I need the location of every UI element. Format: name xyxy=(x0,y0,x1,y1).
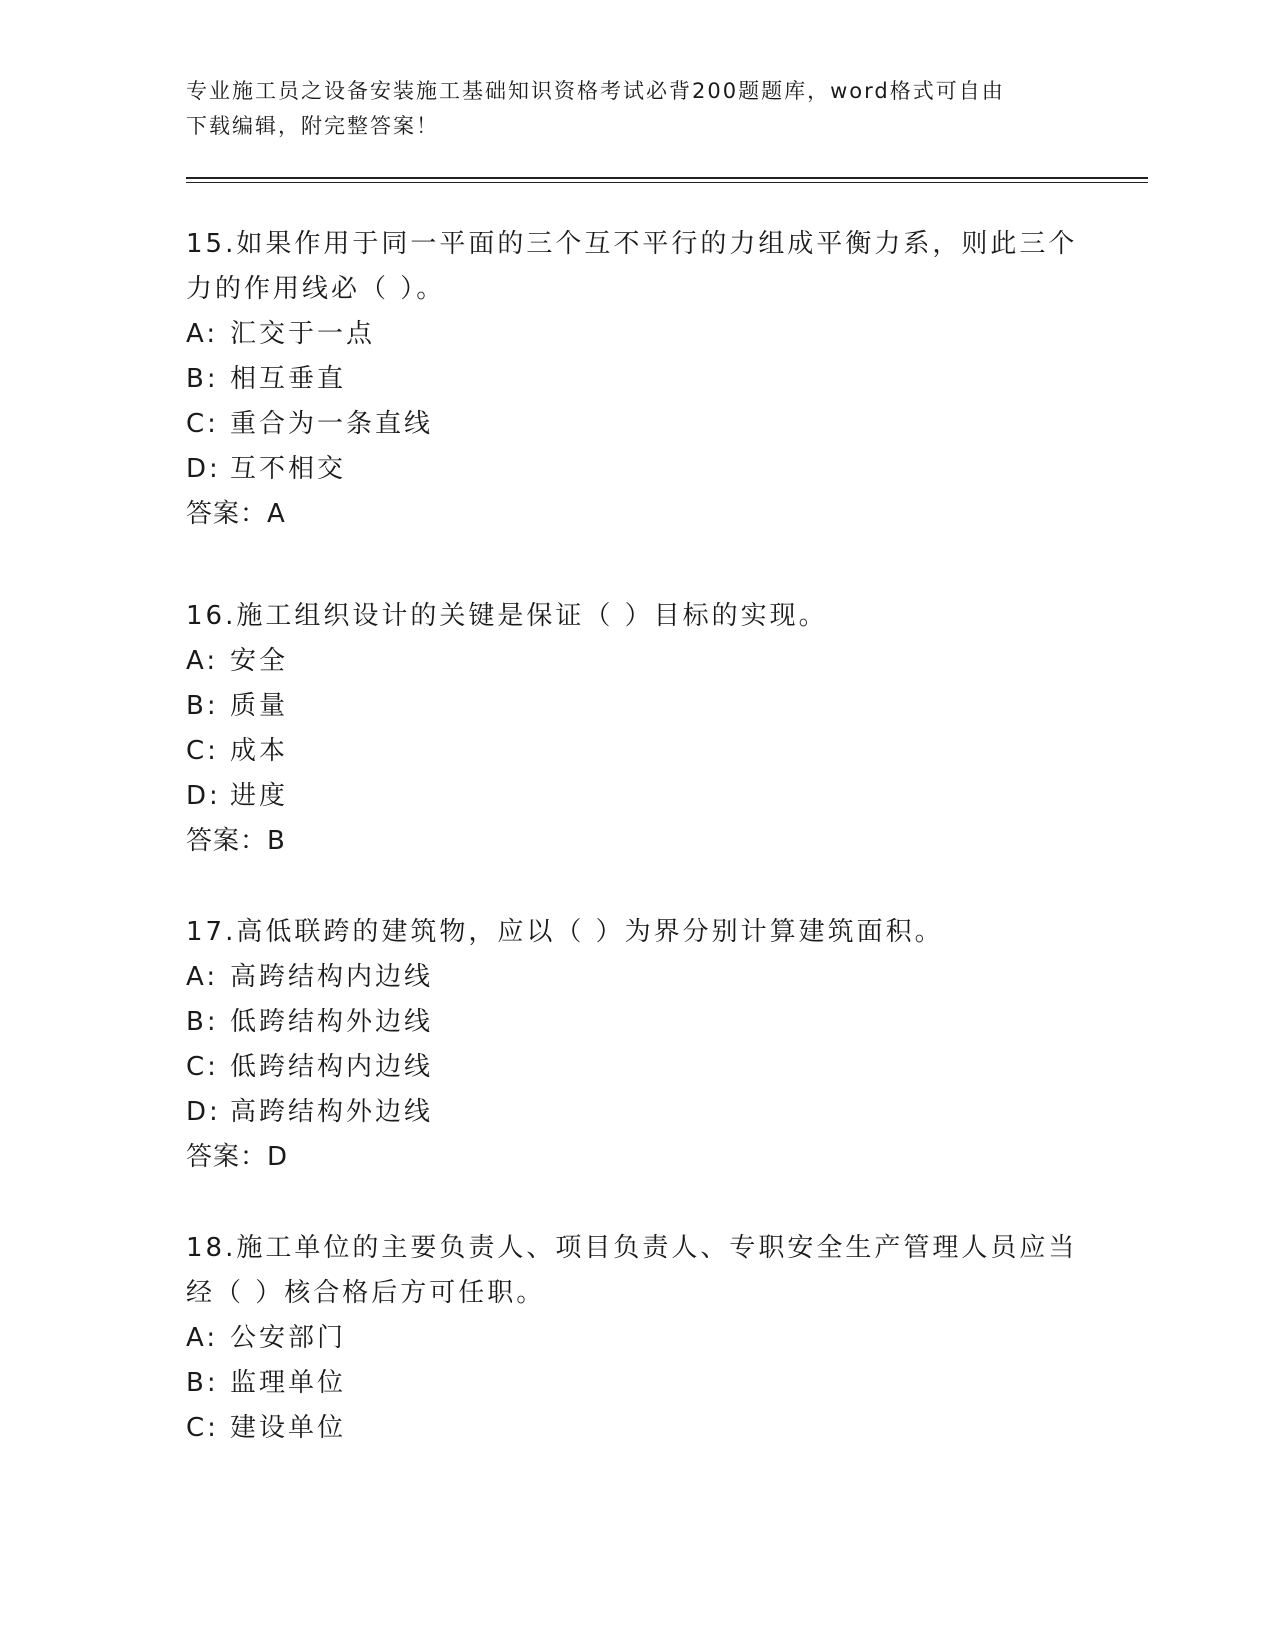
option-letter: A: xyxy=(186,1323,219,1353)
question-stem-line-2: 经（ ）核合格后方可任职。 xyxy=(186,1278,546,1308)
option-text: 安全 xyxy=(230,646,289,676)
question-stem-line-2: 力的作用线必（ ）。 xyxy=(186,274,446,304)
option-text: 成本 xyxy=(230,736,289,766)
option-b xyxy=(186,1361,1086,1406)
option-text: 建设单位 xyxy=(230,1413,347,1443)
option-letter: C: xyxy=(186,736,219,766)
question-stem xyxy=(186,1226,1086,1316)
option-a xyxy=(186,639,1086,684)
option-letter: A: xyxy=(186,646,219,676)
option-text: 相互垂直 xyxy=(230,364,347,394)
option-b xyxy=(186,357,1086,402)
option-letter: C: xyxy=(186,1413,219,1443)
document-header xyxy=(186,74,1086,144)
header-line-2: 下载编辑，附完整答案！ xyxy=(186,114,439,138)
option-c xyxy=(186,1045,1086,1090)
option-c xyxy=(186,729,1086,774)
option-c xyxy=(186,1406,1086,1451)
option-text: 公安部门 xyxy=(230,1323,347,1353)
question-stem-line-1: 15.如果作用于同一平面的三个互不平行的力组成平衡力系，则此三个 xyxy=(186,229,1078,259)
question-stem-line-1: 18.施工单位的主要负责人、项目负责人、专职安全生产管理人员应当 xyxy=(186,1233,1078,1263)
option-b xyxy=(186,684,1086,729)
option-text: 质量 xyxy=(230,691,289,721)
option-text: 汇交于一点 xyxy=(230,319,376,349)
option-letter: B: xyxy=(186,364,219,394)
option-a xyxy=(186,955,1086,1000)
option-letter: C: xyxy=(186,409,219,439)
question-16 xyxy=(186,594,1086,864)
option-a xyxy=(186,312,1086,357)
option-b xyxy=(186,1000,1086,1045)
question-stem xyxy=(186,222,1086,312)
option-text: 高跨结构外边线 xyxy=(230,1097,434,1127)
question-stem xyxy=(186,910,1086,955)
option-text: 互不相交 xyxy=(230,454,347,484)
option-letter: D: xyxy=(186,781,221,811)
question-stem-line-1: 17.高低联跨的建筑物，应以（ ）为界分别计算建筑面积。 xyxy=(186,917,944,947)
option-text: 监理单位 xyxy=(230,1368,347,1398)
option-letter: B: xyxy=(186,1368,219,1398)
answer: 答案：D xyxy=(186,1142,289,1172)
option-letter: B: xyxy=(186,691,219,721)
answer: 答案：A xyxy=(186,499,286,529)
header-divider-thin xyxy=(186,182,1148,183)
option-c xyxy=(186,402,1086,447)
option-letter: C: xyxy=(186,1052,219,1082)
question-17 xyxy=(186,910,1086,1180)
question-stem-line-1: 16.施工组织设计的关键是保证（ ）目标的实现。 xyxy=(186,601,828,631)
option-letter: D: xyxy=(186,1097,221,1127)
option-d xyxy=(186,774,1086,819)
option-letter: A: xyxy=(186,319,219,349)
option-letter: A: xyxy=(186,962,219,992)
option-text: 重合为一条直线 xyxy=(230,409,434,439)
option-text: 低跨结构内边线 xyxy=(230,1052,434,1082)
option-text: 进度 xyxy=(230,781,289,811)
answer: 答案：B xyxy=(186,826,286,856)
question-18 xyxy=(186,1226,1086,1451)
header-divider-thick xyxy=(186,177,1148,179)
option-letter: B: xyxy=(186,1007,219,1037)
option-text: 高跨结构内边线 xyxy=(230,962,434,992)
option-d xyxy=(186,447,1086,492)
option-text: 低跨结构外边线 xyxy=(230,1007,434,1037)
option-a xyxy=(186,1316,1086,1361)
option-letter: D: xyxy=(186,454,221,484)
header-line-1: 专业施工员之设备安装施工基础知识资格考试必背200题题库，word格式可自由 xyxy=(186,79,1005,103)
option-d xyxy=(186,1090,1086,1135)
question-15 xyxy=(186,222,1086,537)
question-stem xyxy=(186,594,1086,639)
